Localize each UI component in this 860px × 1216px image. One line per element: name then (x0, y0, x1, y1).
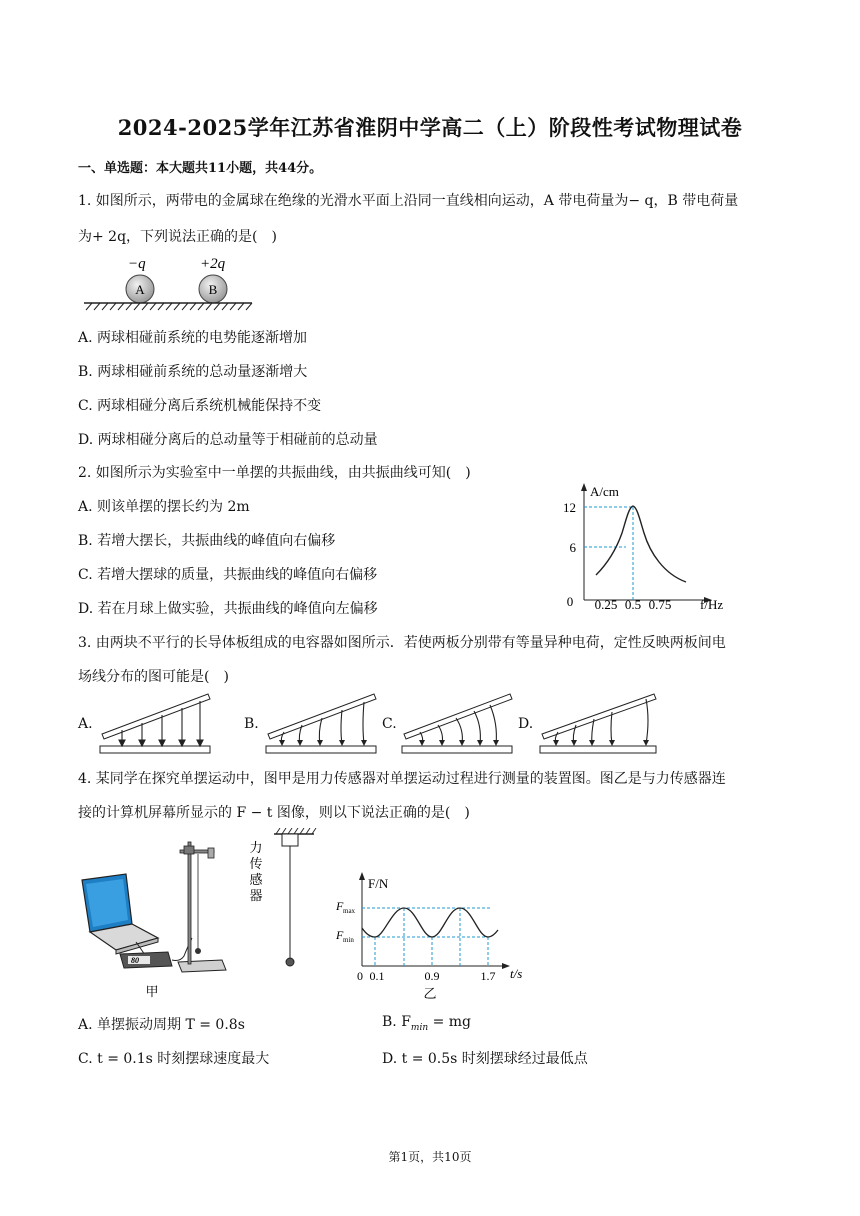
q4-option-b-sub: min (410, 1022, 429, 1033)
fmax-label: F (336, 899, 344, 913)
logger-digits: 80 (131, 956, 139, 965)
q4-option-c: C. t = 0.1s 时刻摆球速度最大 (78, 1051, 270, 1067)
q2-stem: 2. 如图所示为实验室中一单摆的共振曲线，由共振曲线可知( ) (78, 465, 471, 481)
ball-b-label: B (208, 282, 218, 297)
fmin-sub: min (343, 936, 354, 944)
q2-option-d: D. 若在月球上做实验，共振曲线的峰值向左偏移 (78, 601, 378, 617)
force-sensor-box (282, 834, 298, 846)
y-axis-arrow (581, 483, 587, 491)
q4-figure-yi-ft-graph (330, 868, 530, 1002)
q1-option-c: C. 两球相碰分离后系统机械能保持不变 (78, 398, 322, 414)
q3-figure-c (398, 690, 516, 756)
q3-label-b: B. (244, 716, 259, 732)
ground-hatch (86, 303, 252, 310)
sensor-label-2: 传 (249, 856, 263, 871)
ft-tick-01: 0.1 (369, 969, 385, 983)
q3-figure-b (262, 690, 380, 756)
fig-label-jia: 甲 (145, 984, 159, 999)
q4-option-b-rest: = mg (428, 1014, 471, 1030)
ft-tick-17: 1.7 (480, 969, 496, 983)
q4-stem-line1: 4. 某同学在探究单摆运动中，图甲是用力传感器对单摆运动过程进行测量的装置图。图乙是与力传感器连 (78, 771, 726, 787)
q3-figure-d (536, 690, 660, 756)
ball-a-label: A (135, 282, 145, 297)
q1-charge-b: +2q (200, 256, 226, 272)
chart-ylabel: A/cm (590, 484, 619, 499)
y-tick-12: 12 (563, 500, 576, 515)
resonance-curve (596, 506, 686, 582)
ft-curve (362, 908, 498, 937)
fig-label-yi: 乙 (423, 986, 437, 1001)
q3-label-d: D. (518, 716, 534, 732)
resonance-curve-chart (556, 478, 746, 618)
q3-label-c: C. (382, 716, 397, 732)
q1-stem-line2: 为+ 2q，下列说法正确的是( ) (78, 229, 277, 245)
q2-option-c: C. 若增大摆球的质量，共振曲线的峰值向右偏移 (78, 567, 378, 583)
q1-option-d: D. 两球相碰分离后的总动量等于相碰前的总动量 (78, 432, 378, 448)
ft-ylabel: F/N (368, 876, 389, 891)
q4-figure-jia (76, 828, 246, 1004)
q3-stem-line1: 3. 由两块不平行的长导体板组成的电容器如图所示．若使两板分别带有等量异种电荷，定性反映两板间电 (78, 635, 726, 651)
q4-option-a: A. 单摆振动周期 T = 0.8s (78, 1017, 245, 1033)
q4-option-b (382, 1014, 471, 1033)
q3-stem-line2: 场线分布的图可能是( ) (78, 669, 229, 685)
chart-origin: 0 (566, 594, 574, 609)
exam-title: 2024-2025学年江苏省淮阴中学高二（上）阶段性考试物理试卷 (117, 115, 743, 140)
sensor-label-1: 力 (249, 840, 263, 855)
section-heading: 一、单选题：本大题共11小题，共44分。 (78, 161, 323, 176)
pendulum-bob (286, 958, 294, 966)
chart-xlabel: f/Hz (700, 597, 724, 612)
q1-option-a: A. 两球相碰前系统的电势能逐渐增加 (78, 330, 308, 346)
x-tick-05: 0.5 (624, 597, 642, 612)
q4-option-d: D. t = 0.5s 时刻摆球经过最低点 (382, 1051, 588, 1067)
x-tick-075: 0.75 (648, 597, 672, 612)
q1-stem-line1: 1. 如图所示，两带电的金属球在绝缘的光滑水平面上沿同一直线相向运动，A 带电荷量为− q，B 带电荷量 (78, 193, 739, 209)
q4-option-b-prefix: B. F (382, 1014, 411, 1030)
page-footer: 第1页，共10页 (388, 1150, 472, 1164)
ft-xlabel: t/s (510, 966, 523, 981)
q4-stem-line2: 接的计算机屏幕所显示的 F − t 图像，则以下说法正确的是( ) (78, 805, 470, 821)
x-tick-025: 0.25 (594, 597, 618, 612)
q1-option-b: B. 两球相碰前系统的总动量逐渐增大 (78, 364, 308, 380)
q2-option-b: B. 若增大摆长，共振曲线的峰值向右偏移 (78, 533, 336, 549)
fmin-label: F (336, 928, 344, 942)
sensor-label-4: 器 (249, 888, 263, 903)
stand-base (178, 960, 226, 972)
y-tick-6: 6 (569, 540, 576, 555)
q1-figure (80, 252, 260, 318)
q4-sensor-pendulum (246, 828, 322, 974)
q3-label-a: A. (78, 716, 93, 732)
q1-charge-a: −q (128, 256, 146, 272)
fmax-sub: max (343, 907, 356, 915)
stand-rod (188, 842, 191, 964)
sensor-label-3: 感 (249, 872, 263, 887)
q2-option-a: A. 则该单摆的摆长约为 2m (78, 499, 250, 515)
q3-figure-a (96, 690, 214, 756)
ft-tick-0: 0 (357, 969, 363, 983)
ft-tick-09: 0.9 (424, 969, 440, 983)
